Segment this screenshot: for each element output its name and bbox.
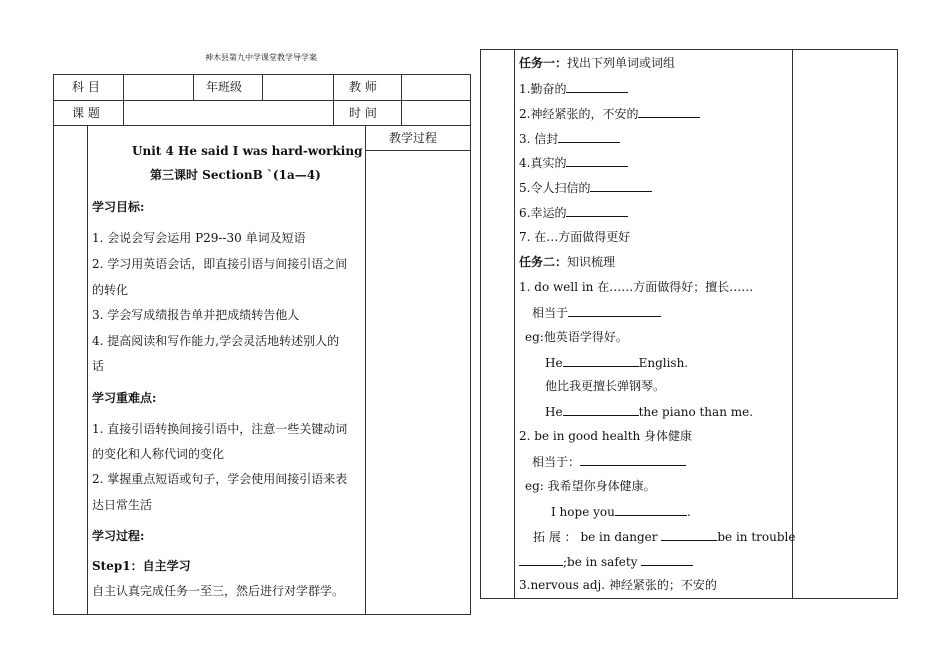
step1-heading: Step1：自主学习 bbox=[92, 559, 191, 573]
blank[interactable] bbox=[590, 179, 652, 192]
blank[interactable] bbox=[563, 403, 639, 416]
blank[interactable] bbox=[661, 528, 717, 541]
vocab-item: 3. 信封 bbox=[519, 130, 620, 147]
key-line: 1. 直接引语转换间接引语中，注意一些关键动词 bbox=[92, 422, 348, 436]
step1-text: 自主认真完成任务一至三，然后进行对学群学。 bbox=[92, 584, 345, 598]
goal-line: 的转化 bbox=[92, 283, 129, 297]
key-line: 的变化和人称代词的变化 bbox=[92, 447, 225, 461]
blank[interactable] bbox=[566, 80, 628, 93]
example-2: eg: 我希望你身体健康。 bbox=[525, 479, 656, 493]
vocab-item: 4.真实的 bbox=[519, 154, 628, 171]
task1-text: 找出下列单词或词组 bbox=[567, 56, 676, 70]
lesson-title: Unit 4 He said I was hard-working bbox=[132, 144, 363, 158]
example-sentence: He English. bbox=[545, 356, 689, 370]
blank[interactable] bbox=[566, 204, 628, 217]
goal-line: 4. 提高阅读和写作能力,学会灵活地转述别人的 bbox=[92, 334, 340, 348]
example-sentence: He the piano than me. bbox=[545, 405, 754, 419]
goals-heading: 学习目标: bbox=[92, 200, 145, 214]
task2-heading: 任务二： bbox=[519, 255, 568, 269]
blank[interactable] bbox=[566, 154, 628, 167]
vocab-item: 1.勤奋的 bbox=[519, 80, 628, 97]
teacher-label: 教 师 bbox=[349, 80, 377, 94]
point-3: 3.nervous adj. 神经紧张的；不安的 bbox=[519, 578, 717, 592]
subject-label: 科 目 bbox=[72, 80, 100, 94]
example-zh: 他比我更擅长弹钢琴。 bbox=[545, 379, 666, 393]
example-1: eg:他英语学得好。 bbox=[525, 330, 628, 344]
key-line: 2. 掌握重点短语或句子，学会使用间接引语来表 bbox=[92, 472, 348, 486]
task1-heading: 任务一： bbox=[519, 56, 568, 70]
goal-line: 1. 会说会写会运用 P29--30 单词及短语 bbox=[92, 231, 306, 245]
blank[interactable] bbox=[519, 553, 563, 566]
equiv-line: 相当于 bbox=[532, 304, 661, 321]
goal-line: 话 bbox=[92, 359, 105, 373]
blank[interactable] bbox=[615, 503, 687, 516]
equiv-line: 相当于： bbox=[532, 453, 686, 470]
point-2: 2. be in good health 身体健康 bbox=[519, 429, 693, 443]
blank[interactable] bbox=[563, 354, 639, 367]
document-header: 神木县第九中学课堂教学导学案 bbox=[205, 53, 317, 62]
blank[interactable] bbox=[638, 105, 700, 118]
process-column-label: 教学过程 bbox=[389, 131, 438, 145]
blank[interactable] bbox=[580, 453, 686, 466]
task2-text: 知识梳理 bbox=[567, 255, 616, 269]
blank[interactable] bbox=[568, 304, 661, 317]
key-line: 达日常生活 bbox=[92, 498, 153, 512]
task1-line bbox=[519, 55, 675, 71]
example-sentence: I hope you . bbox=[551, 505, 691, 519]
vocab-item: 6.幸运的 bbox=[519, 204, 628, 221]
extension-line: 拓 展 ： be in danger be in trouble bbox=[533, 530, 796, 544]
topic-label: 课 题 bbox=[72, 106, 100, 120]
goal-line: 3. 学会写成绩报告单并把成绩转告他人 bbox=[92, 308, 300, 322]
point-1: 1. do well in 在……方面做得好；擅长…… bbox=[519, 280, 754, 294]
lesson-subtitle: 第三课时 SectionB `(1a—4) bbox=[150, 168, 321, 182]
key-heading: 学习重难点: bbox=[92, 391, 157, 405]
vocab-item: 2.神经紧张的，不安的 bbox=[519, 105, 700, 122]
grade-label: 年班级 bbox=[206, 80, 243, 94]
blank[interactable] bbox=[641, 553, 693, 566]
extension-line: ;be in safety bbox=[519, 553, 693, 570]
process-heading: 学习过程: bbox=[92, 529, 145, 543]
vocab-item: 7. 在…方面做得更好 bbox=[519, 230, 631, 244]
task2-line bbox=[519, 254, 615, 270]
time-label: 时 间 bbox=[349, 106, 377, 120]
goal-line: 2. 学习用英语会话，即直接引语与间接引语之间 bbox=[92, 257, 348, 271]
vocab-item: 5.令人扫信的 bbox=[519, 179, 652, 196]
blank[interactable] bbox=[558, 130, 620, 143]
